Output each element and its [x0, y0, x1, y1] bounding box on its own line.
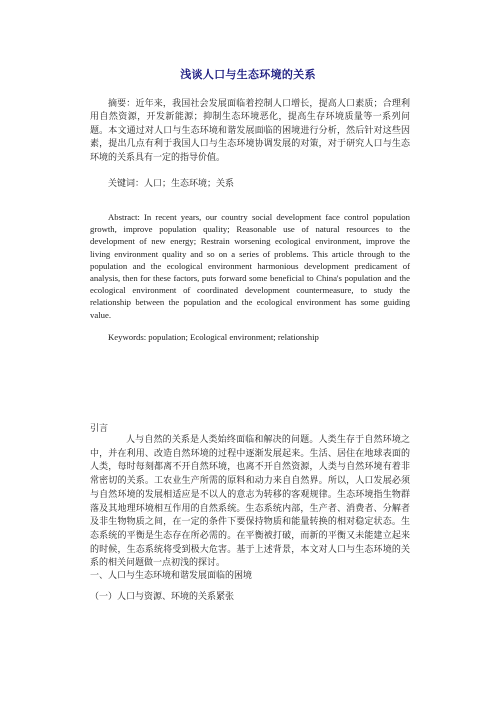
chinese-keywords: 关键词：人口；生态环境；关系	[108, 179, 235, 189]
section-heading: 一、人口与生态环境和谐发展面临的困境	[90, 571, 253, 581]
chinese-abstract: 摘要：近年来，我国社会发展面临着控制人口增长，提高人口素质；合理利用自然资源，开发新能源；抑制生态环境恶化，提高生存环境质量等一系列问题。本文通过对人口与生态环境和谐发展面临的困境进行分析，然后针对这些因素，提出几点有利于我国人口与生态环境协调发展的对策，对于研究人口与生态环境的关系具有一定的指导价值。	[90, 99, 410, 163]
subsection-heading: （一）人口与资源、环境的关系紧张	[90, 592, 235, 602]
english-keywords: Keywords: population; Ecological environment; relationship	[108, 332, 319, 342]
document-title: 浅谈人口与生态环境的关系	[180, 68, 316, 81]
english-abstract: Abstract: In recent years, our country social development face control population growth, improve population quality; Reasonable use of natural resources to the development of new energy; Restrain worsening ecological environment, improve the living environment quality and so on a series of problems. This article through to the population and the ecological environment harmonious development predicament of analysis, then for these factors, puts forward some beneficial to China's population and the ecological environment of coordinated development countermeasure, to study the relationship between the population and the ecological environment has some guiding value.	[90, 212, 410, 320]
intro-heading: 引言	[90, 424, 109, 434]
intro-paragraph: 人与自然的关系是人类始终面临和解决的问题。人类生存于自然环境之中，并在利用、改造自然环境的过程中逐渐发展起来。生活、居住在地球表面的人类，每时每刻都离不开自然环境，也离不开自然资源，人类与自然环境有着非常密切的关系。工农业生产所需的原料和动力来自自然界。所以，人口发展必须与自然环境的发展相适应是不以人的意志为转移的客观规律。生态环境指生物群落及其地理环境相互作用的自然系统。生态系统内部，生产者、消费者、分解者及非生物物质之间，在一定的条件下要保持物质和能量转换的相对稳定状态。生态系统的平衡是生态存在所必需的。在平衡被打破，而新的平衡又未能建立起来的时候，生态系统将受到极大危害。基于上述背景，本文对人口与生态环境的关系的相关问题做一点初浅的探讨。	[90, 435, 410, 569]
